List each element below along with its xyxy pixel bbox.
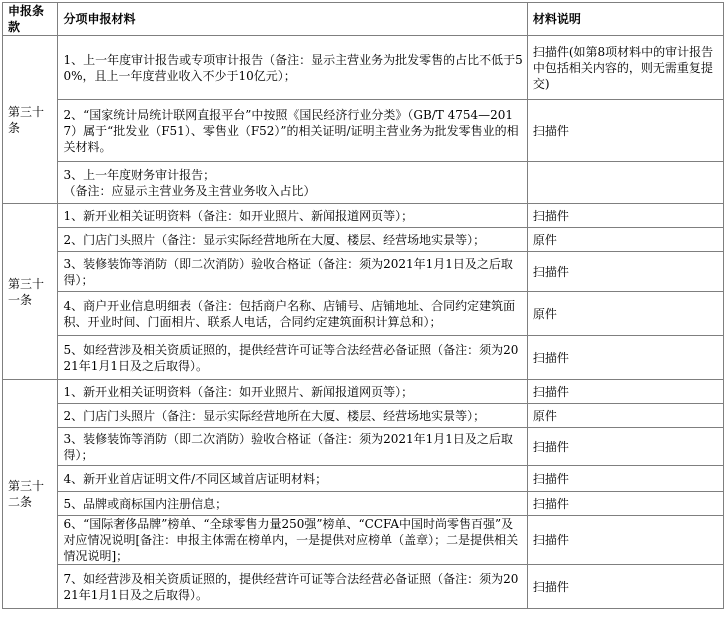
material-cell: 5、如经营涉及相关资质证照的，提供经营许可证等合法经营必备证照（备注：须为2021年1月1日及之后取得）。 xyxy=(58,336,527,380)
table-row xyxy=(3,36,724,100)
table-row xyxy=(3,380,724,404)
material-cell: 3、上一年度财务审计报告； （备注：应显示主营业务及主营业务收入占比） xyxy=(58,162,527,204)
declaration-materials-table xyxy=(2,2,724,609)
note-cell: 原件 xyxy=(527,404,723,428)
material-cell: 2、门店门头照片（备注：显示实际经营地所在大厦、楼层、经营场地实景等）； xyxy=(58,228,527,252)
material-cell: 7、如经营涉及相关资质证照的，提供经营许可证等合法经营必备证照（备注：须为2021年1月1日及之后取得）。 xyxy=(58,565,527,609)
table-row xyxy=(3,404,724,428)
note-cell: 原件 xyxy=(527,228,723,252)
table-header-row xyxy=(3,3,724,36)
table-row xyxy=(3,204,724,228)
header-material: 分项申报材料 xyxy=(58,3,527,36)
note-cell: 扫描件 xyxy=(527,380,723,404)
header-clause: 申报条款 xyxy=(3,3,58,36)
material-cell: 3、装修装饰等消防（即二次消防）验收合格证（备注：须为2021年1月1日及之后取得）； xyxy=(58,428,527,466)
note-cell: 扫描件 xyxy=(527,204,723,228)
header-note: 材料说明 xyxy=(527,3,723,36)
clause-cell: 第三十二条 xyxy=(3,380,58,609)
material-cell: 2、“国家统计局统计联网直报平台”中按照《国民经济行业分类》（GB/T 4754—2017）属于“批发业（F51）、零售业（F52）”的相关证明/证明主营业务为批发零售业的相关材料。 xyxy=(58,100,527,162)
table-row xyxy=(3,516,724,565)
note-cell: 扫描件 xyxy=(527,466,723,492)
note-cell: 扫描件 xyxy=(527,252,723,292)
table-row xyxy=(3,100,724,162)
table-row xyxy=(3,162,724,204)
note-cell xyxy=(527,162,723,204)
material-cell: 1、上一年度审计报告或专项审计报告（备注：显示主营业务为批发零售的占比不低于50%，且上一年度营业收入不少于10亿元）； xyxy=(58,36,527,100)
table-row xyxy=(3,336,724,380)
note-cell: 扫描件 xyxy=(527,100,723,162)
note-cell: 扫描件 xyxy=(527,336,723,380)
table-row xyxy=(3,252,724,292)
material-cell: 4、商户开业信息明细表（备注：包括商户名称、店铺号、店铺地址、合同约定建筑面积、开业时间、门面相片、联系人电话，合同约定建筑面积计算总和）； xyxy=(58,292,527,336)
material-cell: 1、新开业相关证明资料（备注：如开业照片、新闻报道网页等）； xyxy=(58,380,527,404)
note-cell: 扫描件(如第8项材料中的审计报告中包括相关内容的，则无需重复提交) xyxy=(527,36,723,100)
table-row xyxy=(3,565,724,609)
material-cell: 5、品牌或商标国内注册信息； xyxy=(58,492,527,516)
note-cell: 原件 xyxy=(527,292,723,336)
note-cell: 扫描件 xyxy=(527,516,723,565)
clause-cell: 第三十条 xyxy=(3,36,58,204)
material-cell: 4、新开业首店证明文件/不同区域首店证明材料； xyxy=(58,466,527,492)
note-cell: 扫描件 xyxy=(527,428,723,466)
material-cell: 6、“国际奢侈品牌”榜单、“全球零售力量250强”榜单、“CCFA中国时尚零售百强”及对应情况说明[备注：申报主体需在榜单内，一是提供对应榜单（盖章）；二是提供相关情况说明]； xyxy=(58,516,527,565)
note-cell: 扫描件 xyxy=(527,565,723,609)
table-row xyxy=(3,428,724,466)
table-row xyxy=(3,228,724,252)
note-cell: 扫描件 xyxy=(527,492,723,516)
table-row xyxy=(3,466,724,492)
clause-cell: 第三十一条 xyxy=(3,204,58,380)
table-row xyxy=(3,292,724,336)
material-cell: 2、门店门头照片（备注：显示实际经营地所在大厦、楼层、经营场地实景等）； xyxy=(58,404,527,428)
material-cell: 1、新开业相关证明资料（备注：如开业照片、新闻报道网页等）； xyxy=(58,204,527,228)
material-cell: 3、装修装饰等消防（即二次消防）验收合格证（备注：须为2021年1月1日及之后取得）； xyxy=(58,252,527,292)
table-row xyxy=(3,492,724,516)
